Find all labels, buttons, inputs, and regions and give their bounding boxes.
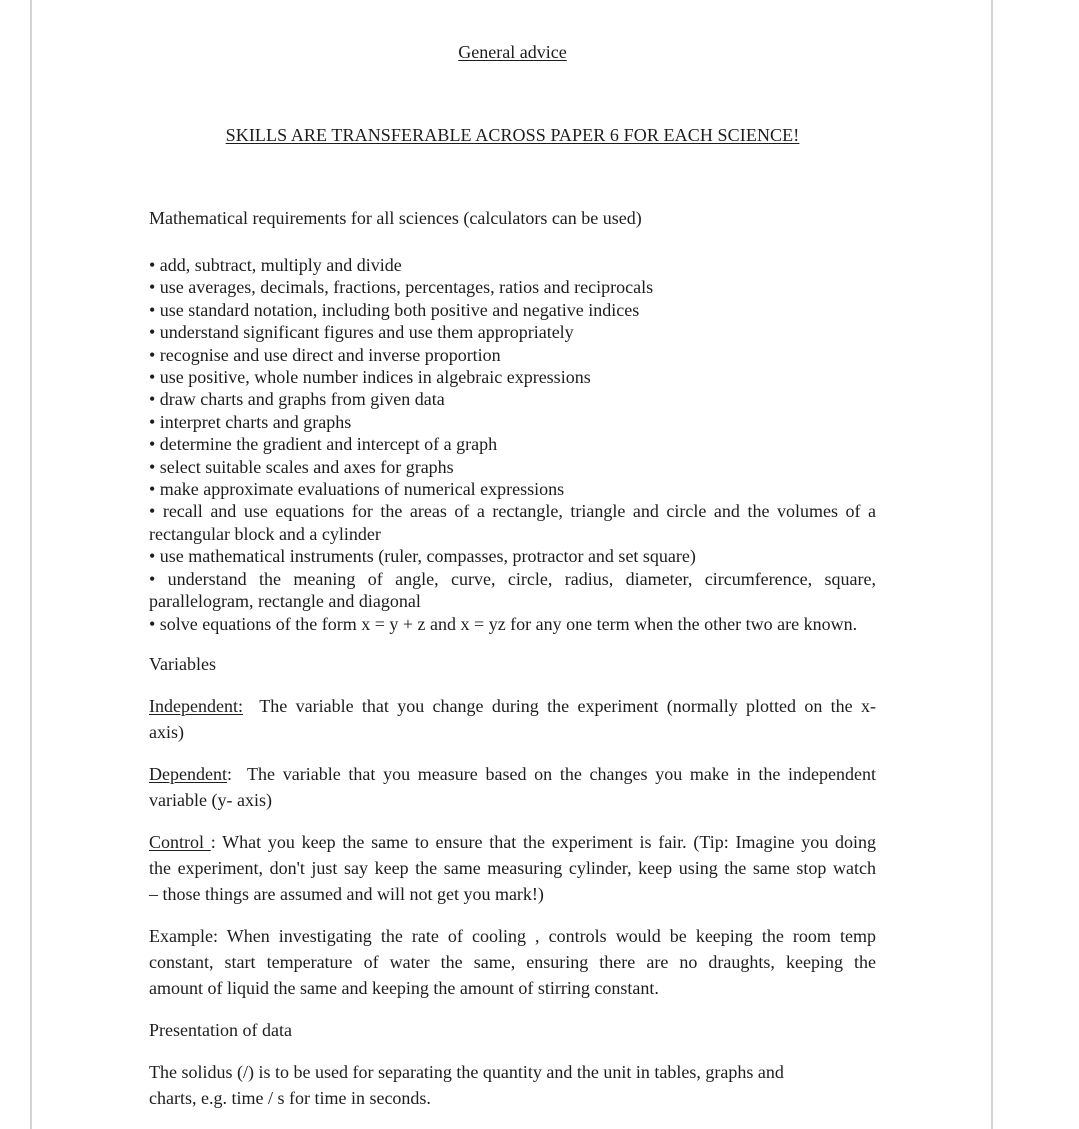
dependent-definition [149,761,876,813]
bullet-line: • add, subtract, multiply and divide [149,255,402,275]
bullet-line: • use mathematical instruments (ruler, compasses, protractor and set square) [149,546,696,567]
solidus-paragraph [149,1059,876,1111]
doc-title: General advice [458,42,567,62]
independent-definition [149,693,876,745]
example-line-2: constant, start temperature of water the same, ensuring there are no draughts, keeping the [149,951,876,972]
bullet-line: • draw charts and graphs from given data [149,389,445,410]
independent-line-1 [149,693,876,719]
bullet-line: • understand the meaning of angle, curve, circle, radius, diameter, circumference, square, [149,568,876,589]
bullet-line: • make approximate evaluations of numerical expressions [149,479,565,500]
solidus-line-1: The solidus (/) is to be used for separating the quantity and the unit in tables, graphs and [149,1061,784,1082]
bullet-line: • use averages, decimals, fractions, percentages, ratios and reciprocals [149,277,654,298]
example-line-1: Example: When investigating the rate of cooling , controls would be keeping the room temp [149,925,876,946]
independent-line-2: axis) [149,721,184,742]
dependent-label: Dependent [149,763,227,784]
example-line-3: amount of liquid the same and keeping the amount of stirring constant. [149,977,659,998]
bullet-line: • use positive, whole number indices in algebraic expressions [149,367,591,388]
control-line-3: – those things are assumed and will not get you mark!) [149,883,544,904]
control-line-2: the experiment, don't just say keep the same measuring cylinder, keep using the same stop watch [149,857,876,878]
skills-transferable-heading: SKILLS ARE TRANSFERABLE ACROSS PAPER 6 FOR EACH SCIENCE! [225,125,800,145]
dependent-line-2: variable (y- axis) [149,789,272,810]
bullet-continuation-line: parallelogram, rectangle and diagonal [149,591,421,612]
independent-label: Independent: [149,695,243,716]
solidus-line-2: charts, e.g. time / s for time in seconds. [149,1087,431,1108]
math-requirements-intro: Mathematical requirements for all sciences (calculators can be used) [149,208,642,228]
bullet-line: • solve equations of the form x = y + z and x = yz for any one term when the other two are known. [149,613,858,634]
example-paragraph [149,923,876,1001]
independent-text: The variable that you change during the experiment (normally plotted on the x- [242,695,876,716]
document-page [30,0,993,1129]
dependent-line-1 [149,761,876,787]
bullet-line: • interpret charts and graphs [149,411,352,432]
control-label: Control [149,831,211,852]
dependent-text: : The variable that you measure based on the changes you make in the independent [226,763,876,784]
control-definition [149,829,876,907]
bullet-line: • use standard notation, including both positive and negative indices [149,299,640,320]
variables-heading: Variables [149,653,216,674]
bullet-line: • recognise and use direct and inverse proportion [149,344,501,365]
bullet-line: • recall and use equations for the areas of a rectangle, triangle and circle and the volumes of a [149,501,876,522]
bullet-line: • determine the gradient and intercept of a graph [149,434,498,455]
control-text: : What you keep the same to ensure that the experiment is fair. (Tip: Imagine you doing [210,831,876,852]
bullet-line: • select suitable scales and axes for graphs [149,456,454,477]
bullet-continuation-line: rectangular block and a cylinder [149,523,381,544]
presentation-of-data-heading: Presentation of data [149,1019,292,1040]
control-line-1 [149,829,876,855]
math-skills-bullet-list [149,254,876,635]
bullet-line: • understand significant figures and use them appropriately [149,322,574,343]
